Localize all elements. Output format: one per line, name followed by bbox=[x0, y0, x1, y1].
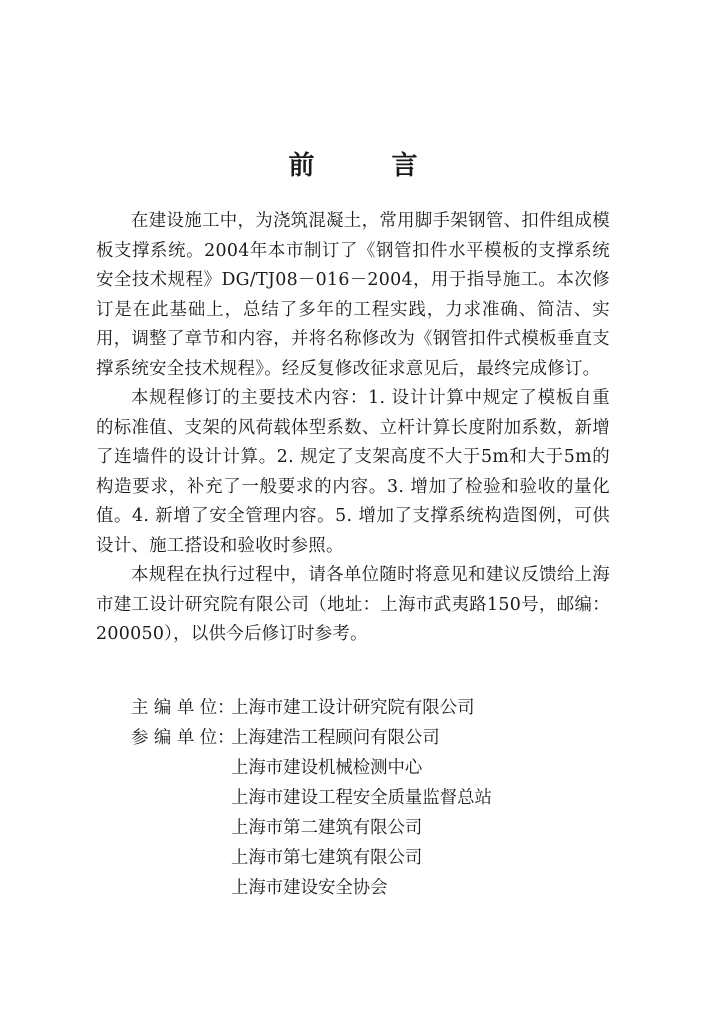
participating-unit-name: 上海市建设安全协会 bbox=[231, 878, 388, 898]
participating-unit-label: 参 编 单 位： bbox=[131, 728, 235, 748]
participating-unit-name: 上海市建设机械检测中心 bbox=[231, 758, 423, 778]
chief-unit-label: 主 编 单 位： bbox=[131, 698, 235, 718]
paragraph-background: 在建设施工中，为浇筑混凝土，常用脚手架钢管、扣件组成模板支撑系统。2004年本市制订了《钢管扣件水平模板的支撑系统安全技术规程》DG/TJ08－016－2004，用于指导施工。本次修订是在此基础上，总结了多年的工程实践，力求准确、简洁、实用，调整了章节和内容，并将名称修改为《钢管扣件式模板垂直支撑系统安全技术规程》。经反复修改征求意见后，最终完成修订。 bbox=[96, 211, 610, 379]
preface-body bbox=[96, 207, 610, 650]
participating-unit-row bbox=[131, 843, 611, 873]
chief-unit-name: 上海市建工设计研究院有限公司 bbox=[231, 698, 475, 718]
participating-unit-row bbox=[131, 753, 611, 783]
participating-unit-row bbox=[131, 723, 611, 753]
paragraph-revision-contents: 本规程修订的主要技术内容：1. 设计计算中规定了模板自重的标准值、支架的风荷载体型系数、立杆计算长度附加系数，新增了连墙件的设计计算。2. 规定了支架高度不大于5m和大于5m的构造要求，补充了一般要求的内容。3. 增加了检验和验收的量化值。4. 新增了安全管理内容。5. 增加了支撑系统构造图例，可供设计、施工搭设和验收时参照。 bbox=[96, 388, 610, 556]
participating-unit-name: 上海市第二建筑有限公司 bbox=[231, 818, 423, 838]
participating-unit-name: 上海建浩工程顾问有限公司 bbox=[231, 728, 440, 748]
participating-unit-name: 上海市建设工程安全质量监督总站 bbox=[231, 788, 492, 808]
editing-units bbox=[131, 693, 611, 903]
chief-unit-row bbox=[131, 693, 611, 723]
paragraph-feedback: 本规程在执行过程中，请各单位随时将意见和建议反馈给上海市建工设计研究院有限公司（地址：上海市武夷路150号，邮编：200050），以供今后修订时参考。 bbox=[96, 565, 610, 644]
participating-unit-row bbox=[131, 873, 611, 903]
participating-unit-row bbox=[131, 783, 611, 813]
participating-unit-row bbox=[131, 813, 611, 843]
page-title: 前 言 bbox=[288, 151, 452, 181]
participating-unit-name: 上海市第七建筑有限公司 bbox=[231, 848, 423, 868]
